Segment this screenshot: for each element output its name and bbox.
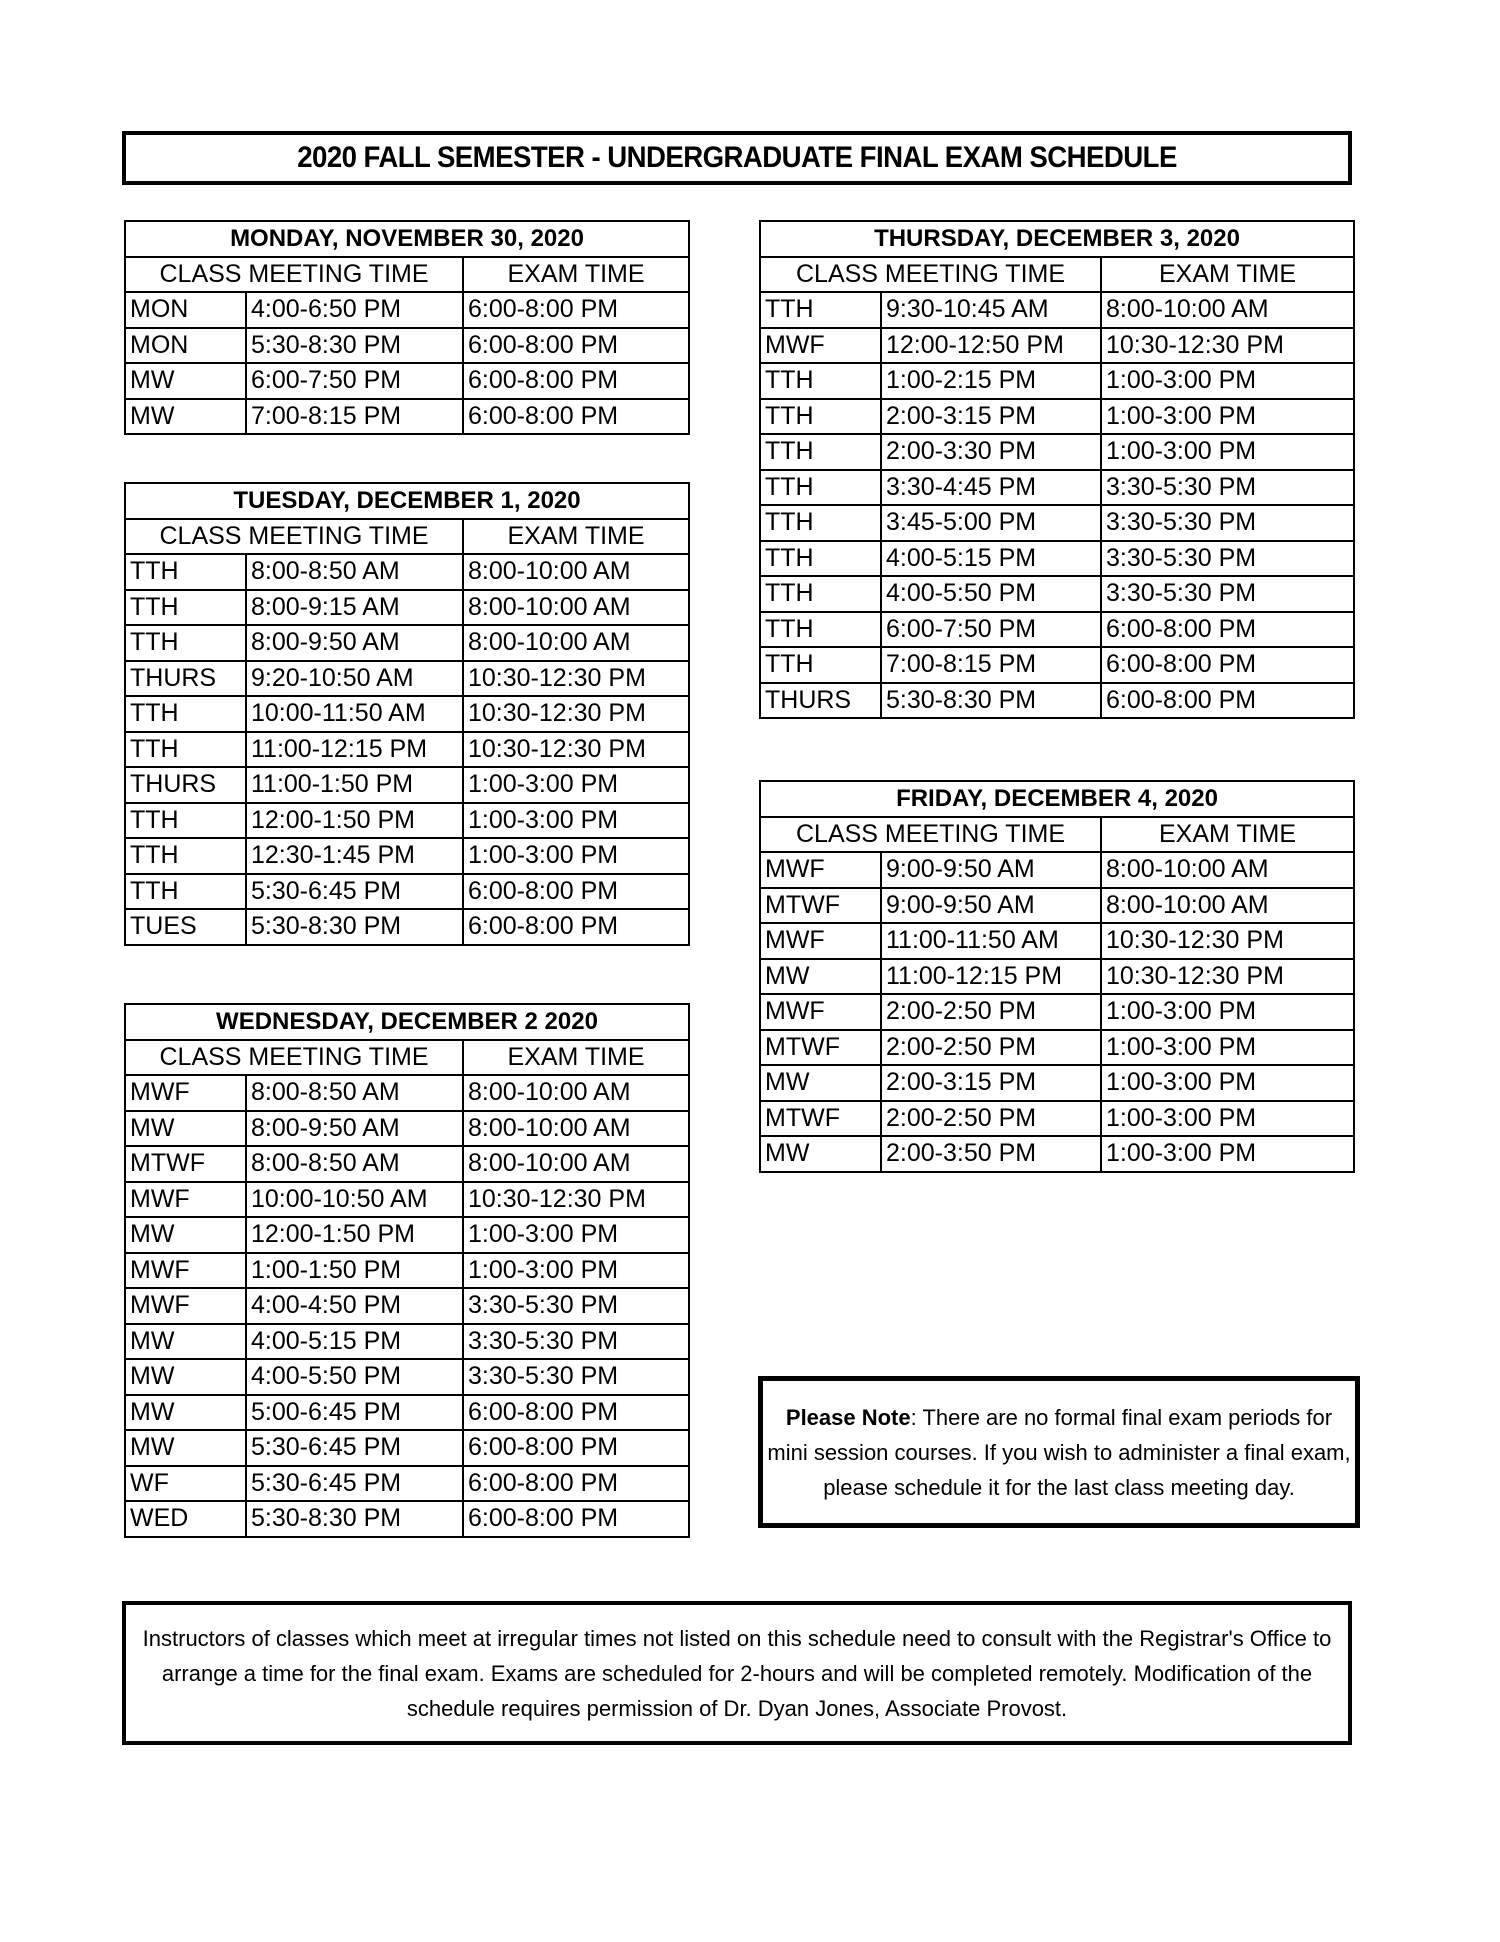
table-row bbox=[760, 923, 1354, 959]
meeting-days-cell: MWF bbox=[760, 923, 881, 959]
column-header-exam-time: EXAM TIME bbox=[1101, 257, 1354, 293]
exam-time-cell: 1:00-3:00 PM bbox=[1101, 1030, 1354, 1066]
exam-time-cell: 1:00-3:00 PM bbox=[1101, 994, 1354, 1030]
class-time-cell: 5:00-6:45 PM bbox=[246, 1395, 463, 1431]
table-row bbox=[760, 292, 1354, 328]
exam-time-cell: 8:00-10:00 AM bbox=[1101, 888, 1354, 924]
exam-time-cell: 1:00-3:00 PM bbox=[1101, 1136, 1354, 1172]
meeting-days-cell: MW bbox=[125, 1217, 246, 1253]
exam-time-cell: 8:00-10:00 AM bbox=[463, 1146, 689, 1182]
class-time-cell: 8:00-8:50 AM bbox=[246, 554, 463, 590]
class-time-cell: 5:30-6:45 PM bbox=[246, 1430, 463, 1466]
meeting-days-cell: MWF bbox=[125, 1075, 246, 1111]
meeting-days-cell: MWF bbox=[760, 328, 881, 364]
class-time-cell: 12:00-1:50 PM bbox=[246, 803, 463, 839]
class-time-cell: 4:00-6:50 PM bbox=[246, 292, 463, 328]
table-row bbox=[125, 1075, 689, 1111]
class-time-cell: 2:00-2:50 PM bbox=[881, 1030, 1101, 1066]
class-time-cell: 11:00-12:15 PM bbox=[881, 959, 1101, 995]
meeting-days-cell: MWF bbox=[125, 1182, 246, 1218]
meeting-days-cell: MW bbox=[125, 399, 246, 435]
column-header-class-meeting-time: CLASS MEETING TIME bbox=[125, 257, 463, 293]
table-body bbox=[125, 292, 689, 434]
table-row bbox=[125, 292, 689, 328]
table-row bbox=[125, 554, 689, 590]
table-row bbox=[760, 576, 1354, 612]
class-time-cell: 8:00-9:50 AM bbox=[246, 625, 463, 661]
class-time-cell: 8:00-9:50 AM bbox=[246, 1111, 463, 1147]
exam-time-cell: 8:00-10:00 AM bbox=[1101, 292, 1354, 328]
table-row bbox=[760, 541, 1354, 577]
table-row bbox=[760, 647, 1354, 683]
exam-time-cell: 6:00-8:00 PM bbox=[1101, 683, 1354, 719]
day-table-friday bbox=[759, 780, 1355, 1173]
table-row bbox=[760, 1101, 1354, 1137]
class-time-cell: 2:00-3:30 PM bbox=[881, 434, 1101, 470]
meeting-days-cell: TTH bbox=[760, 363, 881, 399]
meeting-days-cell: MWF bbox=[760, 994, 881, 1030]
table-row bbox=[760, 994, 1354, 1030]
exam-time-cell: 10:30-12:30 PM bbox=[463, 1182, 689, 1218]
exam-time-cell: 8:00-10:00 AM bbox=[1101, 852, 1354, 888]
day-table-monday bbox=[124, 220, 690, 435]
exam-time-cell: 10:30-12:30 PM bbox=[1101, 959, 1354, 995]
table-row bbox=[760, 363, 1354, 399]
exam-time-cell: 3:30-5:30 PM bbox=[463, 1359, 689, 1395]
day-heading: TUESDAY, DECEMBER 1, 2020 bbox=[125, 483, 689, 519]
class-time-cell: 9:30-10:45 AM bbox=[881, 292, 1101, 328]
exam-time-cell: 6:00-8:00 PM bbox=[463, 292, 689, 328]
exam-time-cell: 1:00-3:00 PM bbox=[463, 803, 689, 839]
table-row bbox=[125, 1501, 689, 1537]
class-time-cell: 5:30-6:45 PM bbox=[246, 874, 463, 910]
meeting-days-cell: TTH bbox=[125, 874, 246, 910]
exam-time-cell: 6:00-8:00 PM bbox=[1101, 612, 1354, 648]
column-header-class-meeting-time: CLASS MEETING TIME bbox=[760, 817, 1101, 853]
exam-time-cell: 6:00-8:00 PM bbox=[463, 1501, 689, 1537]
class-time-cell: 11:00-12:15 PM bbox=[246, 732, 463, 768]
exam-time-cell: 1:00-3:00 PM bbox=[1101, 434, 1354, 470]
exam-time-cell: 6:00-8:00 PM bbox=[463, 874, 689, 910]
class-time-cell: 5:30-8:30 PM bbox=[881, 683, 1101, 719]
exam-time-cell: 8:00-10:00 AM bbox=[463, 625, 689, 661]
column-header-exam-time: EXAM TIME bbox=[463, 519, 689, 555]
footer-text: Instructors of classes which meet at irregular times not listed on this schedule need to consult with the Registrar's Office to arrange a time for the final exam. Exams are scheduled for 2-hours and will be completed remotely. Modification of the schedule requires permission of Dr. Dyan Jones, Associate Provost. bbox=[142, 1625, 1332, 1721]
meeting-days-cell: TTH bbox=[125, 696, 246, 732]
class-time-cell: 5:30-6:45 PM bbox=[246, 1466, 463, 1502]
class-time-cell: 1:00-2:15 PM bbox=[881, 363, 1101, 399]
exam-time-cell: 3:30-5:30 PM bbox=[1101, 541, 1354, 577]
column-header-class-meeting-time: CLASS MEETING TIME bbox=[760, 257, 1101, 293]
table-body bbox=[760, 292, 1354, 718]
exam-time-cell: 8:00-10:00 AM bbox=[463, 1075, 689, 1111]
meeting-days-cell: MON bbox=[125, 328, 246, 364]
exam-time-cell: 3:30-5:30 PM bbox=[1101, 470, 1354, 506]
meeting-days-cell: TTH bbox=[760, 434, 881, 470]
exam-time-cell: 10:30-12:30 PM bbox=[1101, 328, 1354, 364]
table-row bbox=[760, 399, 1354, 435]
column-header-exam-time: EXAM TIME bbox=[463, 1040, 689, 1076]
exam-time-cell: 3:30-5:30 PM bbox=[1101, 576, 1354, 612]
column-header-exam-time: EXAM TIME bbox=[1101, 817, 1354, 853]
exam-time-cell: 10:30-12:30 PM bbox=[463, 696, 689, 732]
column-header-class-meeting-time: CLASS MEETING TIME bbox=[125, 519, 463, 555]
table-row bbox=[125, 732, 689, 768]
table-body bbox=[125, 554, 689, 945]
meeting-days-cell: TTH bbox=[125, 732, 246, 768]
exam-time-cell: 1:00-3:00 PM bbox=[1101, 1065, 1354, 1101]
table-row bbox=[760, 959, 1354, 995]
meeting-days-cell: THURS bbox=[760, 683, 881, 719]
exam-time-cell: 8:00-10:00 AM bbox=[463, 1111, 689, 1147]
exam-time-cell: 3:30-5:30 PM bbox=[463, 1324, 689, 1360]
meeting-days-cell: TTH bbox=[760, 505, 881, 541]
table-row bbox=[125, 1359, 689, 1395]
exam-time-cell: 6:00-8:00 PM bbox=[463, 909, 689, 945]
class-time-cell: 2:00-3:15 PM bbox=[881, 399, 1101, 435]
meeting-days-cell: TTH bbox=[125, 625, 246, 661]
exam-time-cell: 3:30-5:30 PM bbox=[1101, 505, 1354, 541]
table-row bbox=[125, 1466, 689, 1502]
meeting-days-cell: MW bbox=[125, 1359, 246, 1395]
table-row bbox=[760, 505, 1354, 541]
meeting-days-cell: MW bbox=[125, 1430, 246, 1466]
meeting-days-cell: WF bbox=[125, 1466, 246, 1502]
class-time-cell: 11:00-1:50 PM bbox=[246, 767, 463, 803]
meeting-days-cell: MWF bbox=[125, 1253, 246, 1289]
class-time-cell: 12:30-1:45 PM bbox=[246, 838, 463, 874]
table-row bbox=[125, 1253, 689, 1289]
meeting-days-cell: MTWF bbox=[760, 1101, 881, 1137]
meeting-days-cell: MW bbox=[125, 1324, 246, 1360]
table-body bbox=[125, 1075, 689, 1537]
table-row bbox=[760, 612, 1354, 648]
table-row bbox=[125, 1146, 689, 1182]
meeting-days-cell: MTWF bbox=[760, 1030, 881, 1066]
table-row bbox=[125, 1217, 689, 1253]
class-time-cell: 4:00-5:15 PM bbox=[881, 541, 1101, 577]
class-time-cell: 10:00-10:50 AM bbox=[246, 1182, 463, 1218]
meeting-days-cell: MWF bbox=[125, 1288, 246, 1324]
table-row bbox=[760, 434, 1354, 470]
table-row bbox=[125, 590, 689, 626]
class-time-cell: 6:00-7:50 PM bbox=[881, 612, 1101, 648]
meeting-days-cell: MW bbox=[760, 1065, 881, 1101]
class-time-cell: 4:00-5:15 PM bbox=[246, 1324, 463, 1360]
class-time-cell: 1:00-1:50 PM bbox=[246, 1253, 463, 1289]
table-row bbox=[125, 1111, 689, 1147]
exam-time-cell: 1:00-3:00 PM bbox=[463, 767, 689, 803]
class-time-cell: 3:30-4:45 PM bbox=[881, 470, 1101, 506]
table-row bbox=[125, 328, 689, 364]
class-time-cell: 9:00-9:50 AM bbox=[881, 852, 1101, 888]
class-time-cell: 8:00-9:15 AM bbox=[246, 590, 463, 626]
meeting-days-cell: MW bbox=[125, 1111, 246, 1147]
class-time-cell: 8:00-8:50 AM bbox=[246, 1075, 463, 1111]
day-table-thursday bbox=[759, 220, 1355, 719]
exam-time-cell: 1:00-3:00 PM bbox=[1101, 399, 1354, 435]
exam-time-cell: 1:00-3:00 PM bbox=[463, 838, 689, 874]
meeting-days-cell: THURS bbox=[125, 661, 246, 697]
table-row bbox=[125, 909, 689, 945]
table-row bbox=[125, 661, 689, 697]
meeting-days-cell: TTH bbox=[760, 470, 881, 506]
table-row bbox=[125, 838, 689, 874]
class-time-cell: 2:00-2:50 PM bbox=[881, 994, 1101, 1030]
table-row bbox=[125, 1324, 689, 1360]
exam-time-cell: 6:00-8:00 PM bbox=[463, 399, 689, 435]
exam-time-cell: 6:00-8:00 PM bbox=[463, 1395, 689, 1431]
table-row bbox=[125, 1430, 689, 1466]
exam-time-cell: 6:00-8:00 PM bbox=[463, 1430, 689, 1466]
meeting-days-cell: TTH bbox=[760, 612, 881, 648]
meeting-days-cell: TUES bbox=[125, 909, 246, 945]
column-header-exam-time: EXAM TIME bbox=[463, 257, 689, 293]
table-row bbox=[760, 1136, 1354, 1172]
meeting-days-cell: TTH bbox=[760, 399, 881, 435]
class-time-cell: 5:30-8:30 PM bbox=[246, 328, 463, 364]
table-row bbox=[125, 1182, 689, 1218]
meeting-days-cell: THURS bbox=[125, 767, 246, 803]
exam-time-cell: 1:00-3:00 PM bbox=[1101, 363, 1354, 399]
class-time-cell: 8:00-8:50 AM bbox=[246, 1146, 463, 1182]
exam-time-cell: 10:30-12:30 PM bbox=[463, 661, 689, 697]
class-time-cell: 3:45-5:00 PM bbox=[881, 505, 1101, 541]
class-time-cell: 2:00-2:50 PM bbox=[881, 1101, 1101, 1137]
day-heading: THURSDAY, DECEMBER 3, 2020 bbox=[760, 221, 1354, 257]
table-row bbox=[125, 767, 689, 803]
meeting-days-cell: MW bbox=[760, 1136, 881, 1172]
table-row bbox=[125, 803, 689, 839]
exam-time-cell: 1:00-3:00 PM bbox=[463, 1217, 689, 1253]
meeting-days-cell: MW bbox=[125, 1395, 246, 1431]
class-time-cell: 5:30-8:30 PM bbox=[246, 1501, 463, 1537]
page-title: 2020 FALL SEMESTER - UNDERGRADUATE FINAL EXAM SCHEDULE bbox=[297, 141, 1177, 174]
table-row bbox=[760, 1065, 1354, 1101]
meeting-days-cell: MTWF bbox=[125, 1146, 246, 1182]
exam-time-cell: 10:30-12:30 PM bbox=[1101, 923, 1354, 959]
class-time-cell: 12:00-1:50 PM bbox=[246, 1217, 463, 1253]
day-heading: WEDNESDAY, DECEMBER 2 2020 bbox=[125, 1004, 689, 1040]
column-header-class-meeting-time: CLASS MEETING TIME bbox=[125, 1040, 463, 1076]
table-row bbox=[125, 625, 689, 661]
meeting-days-cell: TTH bbox=[125, 590, 246, 626]
meeting-days-cell: MW bbox=[125, 363, 246, 399]
day-table-tuesday bbox=[124, 482, 690, 946]
class-time-cell: 2:00-3:15 PM bbox=[881, 1065, 1101, 1101]
class-time-cell: 4:00-5:50 PM bbox=[881, 576, 1101, 612]
irregular-times-footer bbox=[122, 1601, 1352, 1745]
class-time-cell: 2:00-3:50 PM bbox=[881, 1136, 1101, 1172]
meeting-days-cell: TTH bbox=[760, 541, 881, 577]
table-row bbox=[125, 874, 689, 910]
class-time-cell: 12:00-12:50 PM bbox=[881, 328, 1101, 364]
meeting-days-cell: MTWF bbox=[760, 888, 881, 924]
meeting-days-cell: TTH bbox=[125, 838, 246, 874]
table-row bbox=[760, 328, 1354, 364]
meeting-days-cell: MW bbox=[760, 959, 881, 995]
exam-time-cell: 6:00-8:00 PM bbox=[463, 363, 689, 399]
exam-time-cell: 3:30-5:30 PM bbox=[463, 1288, 689, 1324]
table-row bbox=[760, 470, 1354, 506]
day-heading: FRIDAY, DECEMBER 4, 2020 bbox=[760, 781, 1354, 817]
meeting-days-cell: TTH bbox=[760, 647, 881, 683]
meeting-days-cell: TTH bbox=[125, 803, 246, 839]
exam-time-cell: 10:30-12:30 PM bbox=[463, 732, 689, 768]
note-paragraph bbox=[767, 1400, 1351, 1505]
exam-time-cell: 6:00-8:00 PM bbox=[1101, 647, 1354, 683]
table-row bbox=[125, 1288, 689, 1324]
class-time-cell: 5:30-8:30 PM bbox=[246, 909, 463, 945]
table-row bbox=[125, 696, 689, 732]
table-row bbox=[125, 1395, 689, 1431]
class-time-cell: 10:00-11:50 AM bbox=[246, 696, 463, 732]
class-time-cell: 7:00-8:15 PM bbox=[246, 399, 463, 435]
exam-time-cell: 6:00-8:00 PM bbox=[463, 328, 689, 364]
exam-time-cell: 8:00-10:00 AM bbox=[463, 590, 689, 626]
meeting-days-cell: TTH bbox=[760, 576, 881, 612]
meeting-days-cell: TTH bbox=[760, 292, 881, 328]
day-heading: MONDAY, NOVEMBER 30, 2020 bbox=[125, 221, 689, 257]
exam-time-cell: 8:00-10:00 AM bbox=[463, 554, 689, 590]
day-table-wednesday bbox=[124, 1003, 690, 1538]
meeting-days-cell: TTH bbox=[125, 554, 246, 590]
table-row bbox=[125, 399, 689, 435]
meeting-days-cell: MON bbox=[125, 292, 246, 328]
class-time-cell: 9:20-10:50 AM bbox=[246, 661, 463, 697]
class-time-cell: 4:00-5:50 PM bbox=[246, 1359, 463, 1395]
note-text: : There are no formal final exam periods for mini session courses. If you wish to administer a final exam, please schedule it for the last class meeting day. bbox=[767, 1404, 1351, 1500]
meeting-days-cell: MWF bbox=[760, 852, 881, 888]
meeting-days-cell: WED bbox=[125, 1501, 246, 1537]
note-label: Please Note bbox=[785, 1404, 911, 1430]
table-row bbox=[760, 852, 1354, 888]
class-time-cell: 4:00-4:50 PM bbox=[246, 1288, 463, 1324]
class-time-cell: 6:00-7:50 PM bbox=[246, 363, 463, 399]
table-row bbox=[125, 363, 689, 399]
class-time-cell: 9:00-9:50 AM bbox=[881, 888, 1101, 924]
table-body bbox=[760, 852, 1354, 1172]
table-row bbox=[760, 683, 1354, 719]
title-box bbox=[122, 131, 1352, 185]
exam-time-cell: 6:00-8:00 PM bbox=[463, 1466, 689, 1502]
table-row bbox=[760, 888, 1354, 924]
class-time-cell: 7:00-8:15 PM bbox=[881, 647, 1101, 683]
mini-session-note bbox=[758, 1376, 1360, 1528]
exam-time-cell: 1:00-3:00 PM bbox=[463, 1253, 689, 1289]
exam-time-cell: 1:00-3:00 PM bbox=[1101, 1101, 1354, 1137]
class-time-cell: 11:00-11:50 AM bbox=[881, 923, 1101, 959]
table-row bbox=[760, 1030, 1354, 1066]
